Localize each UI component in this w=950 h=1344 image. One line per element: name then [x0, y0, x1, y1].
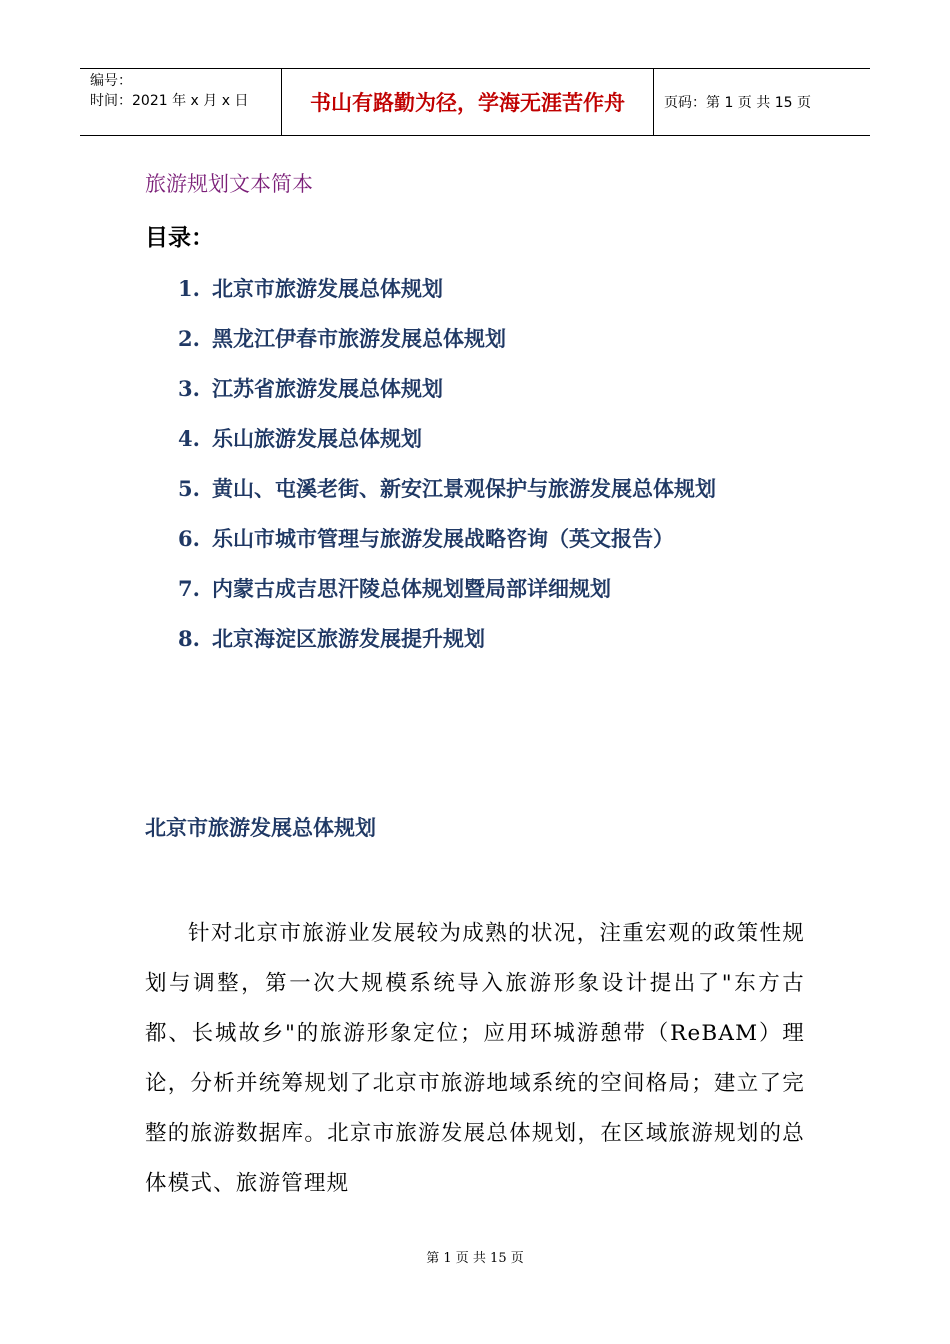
number-label: 编号：: [90, 73, 132, 89]
toc-item-number: 4.: [178, 426, 200, 451]
toc-item: [178, 314, 818, 364]
page-footer: 第 1 页 共 15 页: [426, 1251, 524, 1266]
header-meta-cell: [80, 69, 282, 135]
toc-item-text: 江苏省旅游发展总体规划: [212, 376, 443, 401]
toc-item: [178, 614, 818, 664]
header-page-cell: [654, 69, 870, 135]
time-label: 时间：2021 年 x 月 x 日: [90, 93, 249, 109]
toc-item: [178, 464, 818, 514]
toc-item: [178, 564, 818, 614]
toc-item: [178, 414, 818, 464]
table-of-contents: [178, 264, 818, 664]
toc-item-number: 8.: [178, 626, 200, 651]
toc-item: [178, 264, 818, 314]
motto-text: 书山有路勤为径，学海无涯苦作舟: [310, 90, 625, 115]
toc-item: [178, 514, 818, 564]
toc-item-text: 乐山市城市管理与旅游发展战略咨询（英文报告）: [212, 526, 674, 551]
toc-item-text: 乐山旅游发展总体规划: [212, 426, 422, 451]
page-info: 页码：第 1 页 共 15 页: [664, 95, 811, 111]
toc-item-number: 5.: [178, 476, 200, 501]
toc-item-number: 2.: [178, 326, 200, 351]
header-motto-cell: [282, 69, 654, 135]
toc-item-number: 1.: [178, 276, 200, 301]
toc-item-text: 内蒙古成吉思汗陵总体规划暨局部详细规划: [212, 576, 611, 601]
header-table: [80, 68, 870, 136]
section-paragraph: 针对北京市旅游业发展较为成熟的状况，注重宏观的政策性规划与调整，第一次大规模系统导入旅游形象设计提出了"东方古都、长城故乡"的旅游形象定位；应用环城游憩带（ReBAM）理论，分析并统筹规划了北京市旅游地域系统的空间格局；建立了完整的旅游数据库。北京市旅游发展总体规划，在区域旅游规划的总体模式、旅游管理规: [145, 921, 805, 1196]
toc-item-text: 黄山、屯溪老街、新安江景观保护与旅游发展总体规划: [212, 476, 716, 501]
document-title: 旅游规划文本简本: [145, 172, 313, 196]
section-title: 北京市旅游发展总体规划: [145, 815, 376, 840]
toc-item-number: 3.: [178, 376, 200, 401]
toc-heading: 目录：: [145, 224, 214, 251]
toc-item-text: 北京海淀区旅游发展提升规划: [212, 626, 485, 651]
toc-item-text: 北京市旅游发展总体规划: [212, 276, 443, 301]
toc-item: [178, 364, 818, 414]
toc-item-number: 6.: [178, 526, 200, 551]
toc-item-number: 7.: [178, 576, 200, 601]
toc-item-text: 黑龙江伊春市旅游发展总体规划: [212, 326, 506, 351]
